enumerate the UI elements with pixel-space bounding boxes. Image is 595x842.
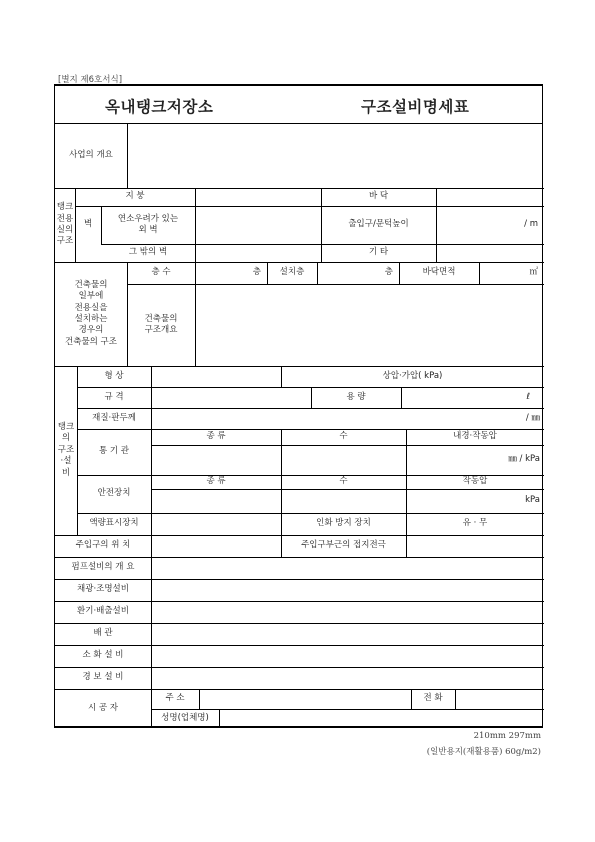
grid-line [195, 188, 196, 366]
fire-extinguishing-field[interactable] [151, 645, 544, 667]
inlet-ground-label: 주입구부근의 접지전극 [301, 540, 386, 551]
piping-field[interactable] [151, 623, 544, 645]
roof-field[interactable] [195, 188, 321, 206]
install-floor-label: 설치층 [279, 267, 305, 278]
ventilation-label: 환기·배출설비 [77, 606, 129, 617]
spec-field[interactable] [151, 387, 311, 408]
company-name-field[interactable] [219, 709, 544, 728]
wall-label: 벽 [83, 219, 93, 230]
grid-line [55, 262, 544, 263]
safety-kind-header: 종 류 [206, 476, 226, 487]
building-structure-overview-field[interactable] [195, 284, 544, 366]
pump-field[interactable] [151, 557, 544, 579]
grid-line [151, 709, 544, 710]
lighting-field[interactable] [151, 579, 544, 601]
material-label: 재질·판두께 [92, 412, 136, 423]
grid-line [127, 284, 544, 285]
phone-field[interactable] [455, 689, 544, 709]
entrance-height-field[interactable]: / m [524, 219, 538, 230]
grid-line [401, 387, 402, 408]
grid-line [127, 262, 128, 366]
other-wall-field[interactable] [195, 244, 321, 262]
shape-label: 형 상 [104, 370, 124, 381]
tank-structure-label: 탱크 의 구조 ·설 비 [57, 421, 75, 478]
other-wall-label: 그 밖의 벽 [128, 247, 168, 258]
grid-line [55, 557, 544, 558]
pump-label: 펌프설비의 개 요 [71, 562, 135, 573]
grid-line [321, 188, 322, 262]
grid-line [399, 262, 400, 284]
phone-label: 전 화 [423, 693, 443, 704]
vent-count-header: 수 [339, 431, 348, 442]
floor-label: 바 닥 [368, 191, 389, 202]
grid-line [55, 366, 544, 367]
gauge-field[interactable] [151, 513, 281, 535]
grid-line [55, 188, 544, 189]
grid-line [75, 206, 544, 207]
grid-line [55, 535, 544, 536]
gauge-label: 액량표시장치 [89, 518, 139, 529]
floor-area-field[interactable]: ㎡ [529, 267, 538, 278]
floor-field[interactable] [436, 188, 544, 206]
fire-exposed-wall-field[interactable] [195, 206, 321, 244]
pressure-field[interactable]: 상압·가압( kPa) [382, 370, 443, 381]
builder-label: 시 공 자 [87, 702, 119, 713]
grid-line [55, 601, 544, 602]
safety-spec-header: 작동압 [462, 476, 488, 487]
building-structure-overview-label: 건축물의 구조개요 [144, 313, 178, 335]
vent-pipe-label: 통 기 관 [98, 446, 130, 457]
grid-line [406, 429, 407, 557]
safety-spec-field[interactable]: kPa [525, 495, 540, 506]
floors-field[interactable]: 층 [252, 267, 261, 278]
safety-count-header: 수 [339, 476, 348, 487]
business-overview-label: 사업의 개요 [69, 150, 113, 161]
fire-exposed-wall-label: 연소우려가 있는 외 벽 [117, 213, 179, 235]
grid-line [77, 513, 544, 514]
grid-line [127, 124, 128, 188]
grid-line [199, 689, 200, 709]
alarm-label: 경 보 설 비 [82, 672, 124, 683]
flame-arrester-label: 인화 방지 장치 [316, 518, 371, 529]
grid-line [267, 262, 268, 284]
shape-field[interactable] [151, 366, 281, 387]
vent-kind-field[interactable] [151, 445, 281, 475]
form-number: [별지 제6호서식] [58, 75, 123, 85]
grid-line [151, 445, 544, 446]
capacity-field[interactable]: ℓ [526, 391, 530, 402]
ventilation-field[interactable] [151, 601, 544, 623]
title-left: 옥내탱크저장소 [105, 98, 214, 116]
grid-line [281, 429, 282, 557]
grid-line [281, 366, 282, 387]
grid-line [151, 489, 544, 490]
safety-kind-field[interactable] [151, 489, 281, 513]
capacity-label: 용 량 [346, 391, 366, 402]
vent-count-field[interactable] [281, 445, 406, 475]
piping-label: 배 관 [93, 628, 113, 639]
inlet-position-field[interactable] [151, 535, 281, 557]
entrance-height-label: 출입구/문턱높이 [348, 219, 409, 230]
grid-line [77, 475, 544, 476]
grid-line [151, 366, 152, 728]
grid-line [55, 667, 544, 668]
vent-spec-header: 내경·작동압 [453, 431, 497, 442]
building-structure-label: 건축물의 일부에 전용실을 설치하는 경우의 건축물의 구조 [65, 279, 117, 347]
grid-line [77, 429, 544, 430]
grid-line [101, 206, 102, 244]
floor-area-label: 바닥면적 [422, 267, 456, 278]
grid-line [75, 188, 76, 262]
company-name-label: 성명(업체명) [161, 712, 209, 723]
title-right: 구조설비명세표 [361, 98, 470, 116]
paper-type: (일반용지(재활용품) 60g/m2) [426, 747, 541, 757]
lighting-label: 채광·조명설비 [77, 584, 129, 595]
grid-line [219, 709, 220, 728]
grid-line [55, 645, 544, 646]
specification-form [54, 84, 543, 728]
grid-line [436, 188, 437, 262]
safety-count-field[interactable] [281, 489, 406, 513]
form-title [55, 86, 542, 124]
grid-line [55, 623, 544, 624]
other-field[interactable] [436, 244, 544, 262]
grid-line [479, 262, 480, 284]
fire-extinguishing-label: 소 화 설 비 [82, 650, 124, 661]
vent-kind-header: 종 류 [206, 431, 226, 442]
inlet-position-label: 주입구의 위 치 [75, 540, 131, 551]
safety-device-label: 안전장치 [97, 488, 131, 499]
grid-line [101, 244, 544, 245]
address-label: 주 소 [165, 693, 185, 704]
alarm-field[interactable] [151, 667, 544, 689]
grid-line [317, 262, 318, 284]
install-floor-field[interactable]: 층 [384, 267, 393, 278]
grid-line [55, 579, 544, 580]
grid-line [77, 366, 78, 535]
other-label: 기 타 [368, 247, 389, 258]
grid-line [455, 689, 456, 709]
vent-spec-field[interactable]: ㎜ / kPa [508, 454, 540, 465]
grid-line [411, 689, 412, 709]
floors-label: 층 수 [151, 267, 171, 278]
grid-line [311, 387, 312, 408]
grid-line [77, 408, 544, 409]
tank-room-structure-label: 탱크 전용 실의 구조 [56, 202, 74, 247]
business-overview-field[interactable] [127, 124, 544, 188]
flame-arrester-choice[interactable]: 유 · 무 [462, 518, 488, 529]
roof-label: 지 붕 [125, 191, 145, 202]
material-field[interactable]: / ㎜ [525, 412, 540, 423]
spec-label: 규 격 [104, 391, 124, 402]
inlet-ground-field[interactable] [406, 535, 544, 557]
paper-size: 210mm 297mm [473, 731, 541, 741]
grid-line [55, 689, 544, 690]
address-field[interactable] [199, 689, 411, 709]
